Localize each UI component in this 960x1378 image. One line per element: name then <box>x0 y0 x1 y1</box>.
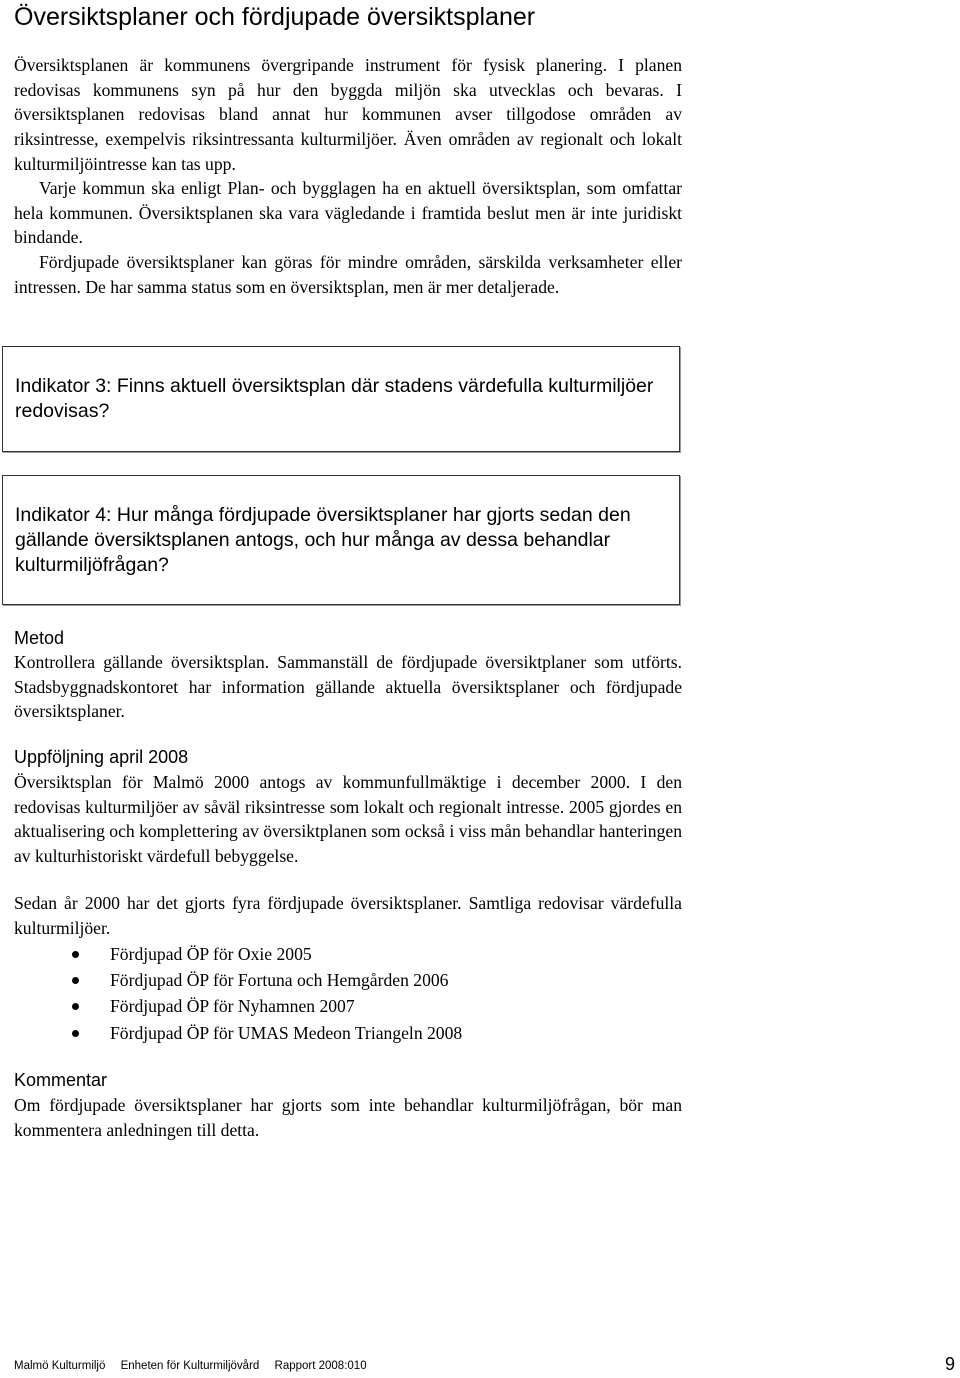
bullet-icon <box>72 951 79 958</box>
list-item: Fördjupad ÖP för Oxie 2005 <box>14 941 682 967</box>
indicator-3-text: Indikator 3: Finns aktuell översiktsplan där stadens värdefulla kulturmiljöer redovisas? <box>15 375 654 422</box>
intro-paragraph-2: Varje kommun ska enligt Plan- och bygglagen ha en aktuell översiktsplan, som omfattar hela kommunen. Översiktsplanen ska vara vägledande i framtida beslut men är inte juridiskt bindande. <box>14 178 682 248</box>
list-item: Fördjupad ÖP för Fortuna och Hemgården 2006 <box>14 967 682 993</box>
footer-report: Rapport 2008:010 <box>274 1360 367 1372</box>
intro-paragraph-3: Fördjupade översiktsplaner kan göras för mindre områden, särskilda verksamheter eller intressen. De har samma status som en översiktsplan, men är mer detaljerade. <box>14 252 682 297</box>
uppfoljning-heading: Uppföljning april 2008 <box>14 747 189 767</box>
footer <box>14 1358 379 1374</box>
metod-heading: Metod <box>14 628 65 648</box>
bullet-icon <box>72 1003 79 1010</box>
footer-unit: Enheten för Kulturmiljövård <box>120 1360 260 1372</box>
uppfoljning-paragraph-1: Översiktsplan för Malmö 2000 antogs av kommunfullmäktige i december 2000. I den redovisas kulturmiljöer av såväl riksintresse som lokalt och regionalt intresse. 2005 gjordes en aktualisering och komplettering av översiktplanen som också i viss mån behandlar hanteringen av kulturhistoriskt värdefull bebyggelse. <box>14 772 682 867</box>
metod-text: Kontrollera gällande översiktsplan. Sammanställ de fördjupade översiktplaner som utförts. Stadsbyggnadskontoret har information gällande aktuella översiktsplaner och fördjupade översiktsplaner. <box>14 652 682 722</box>
page-title: Översiktsplaner och fördjupade översiktsplaner <box>14 3 536 31</box>
indicator-3-box <box>2 346 680 452</box>
list-item: Fördjupad ÖP för Nyhamnen 2007 <box>14 993 682 1019</box>
kommentar-text: Om fördjupade översiktsplaner har gjorts som inte behandlar kulturmiljöfrågan, bör man kommentera anledningen till detta. <box>14 1095 682 1140</box>
kommentar-heading: Kommentar <box>14 1070 108 1090</box>
uppfoljning-paragraph-2: Sedan år 2000 har det gjorts fyra fördjupade översiktsplaner. Samtliga redovisar värdefulla kulturmiljöer. <box>14 893 682 938</box>
page-number: 9 <box>945 1354 956 1374</box>
indicator-4-box <box>2 475 680 605</box>
footer-org: Malmö Kulturmiljö <box>14 1360 106 1372</box>
list-item: Fördjupad ÖP för UMAS Medeon Triangeln 2008 <box>14 1020 682 1046</box>
bullet-icon <box>72 977 79 984</box>
plan-list <box>14 941 682 1046</box>
intro-paragraph-1: Översiktsplanen är kommunens övergripande instrument för fysisk planering. I planen redovisas kommunens syn på hur den byggda miljön ska utvecklas och bevaras. I översiktsplanen redovisas bland annat hur kommunen avser tillgodose områden av riksintresse, exempelvis riksintressanta kulturmiljöer. Även områden av regionalt och lokalt kulturmiljöintresse kan tas upp. <box>14 55 682 174</box>
indicator-4-text: Indikator 4: Hur många fördjupade översiktsplaner har gjorts sedan den gällande översiktsplanen antogs, och hur många av dessa behandlar kulturmiljöfrågan? <box>15 504 631 576</box>
bullet-icon <box>72 1030 79 1037</box>
